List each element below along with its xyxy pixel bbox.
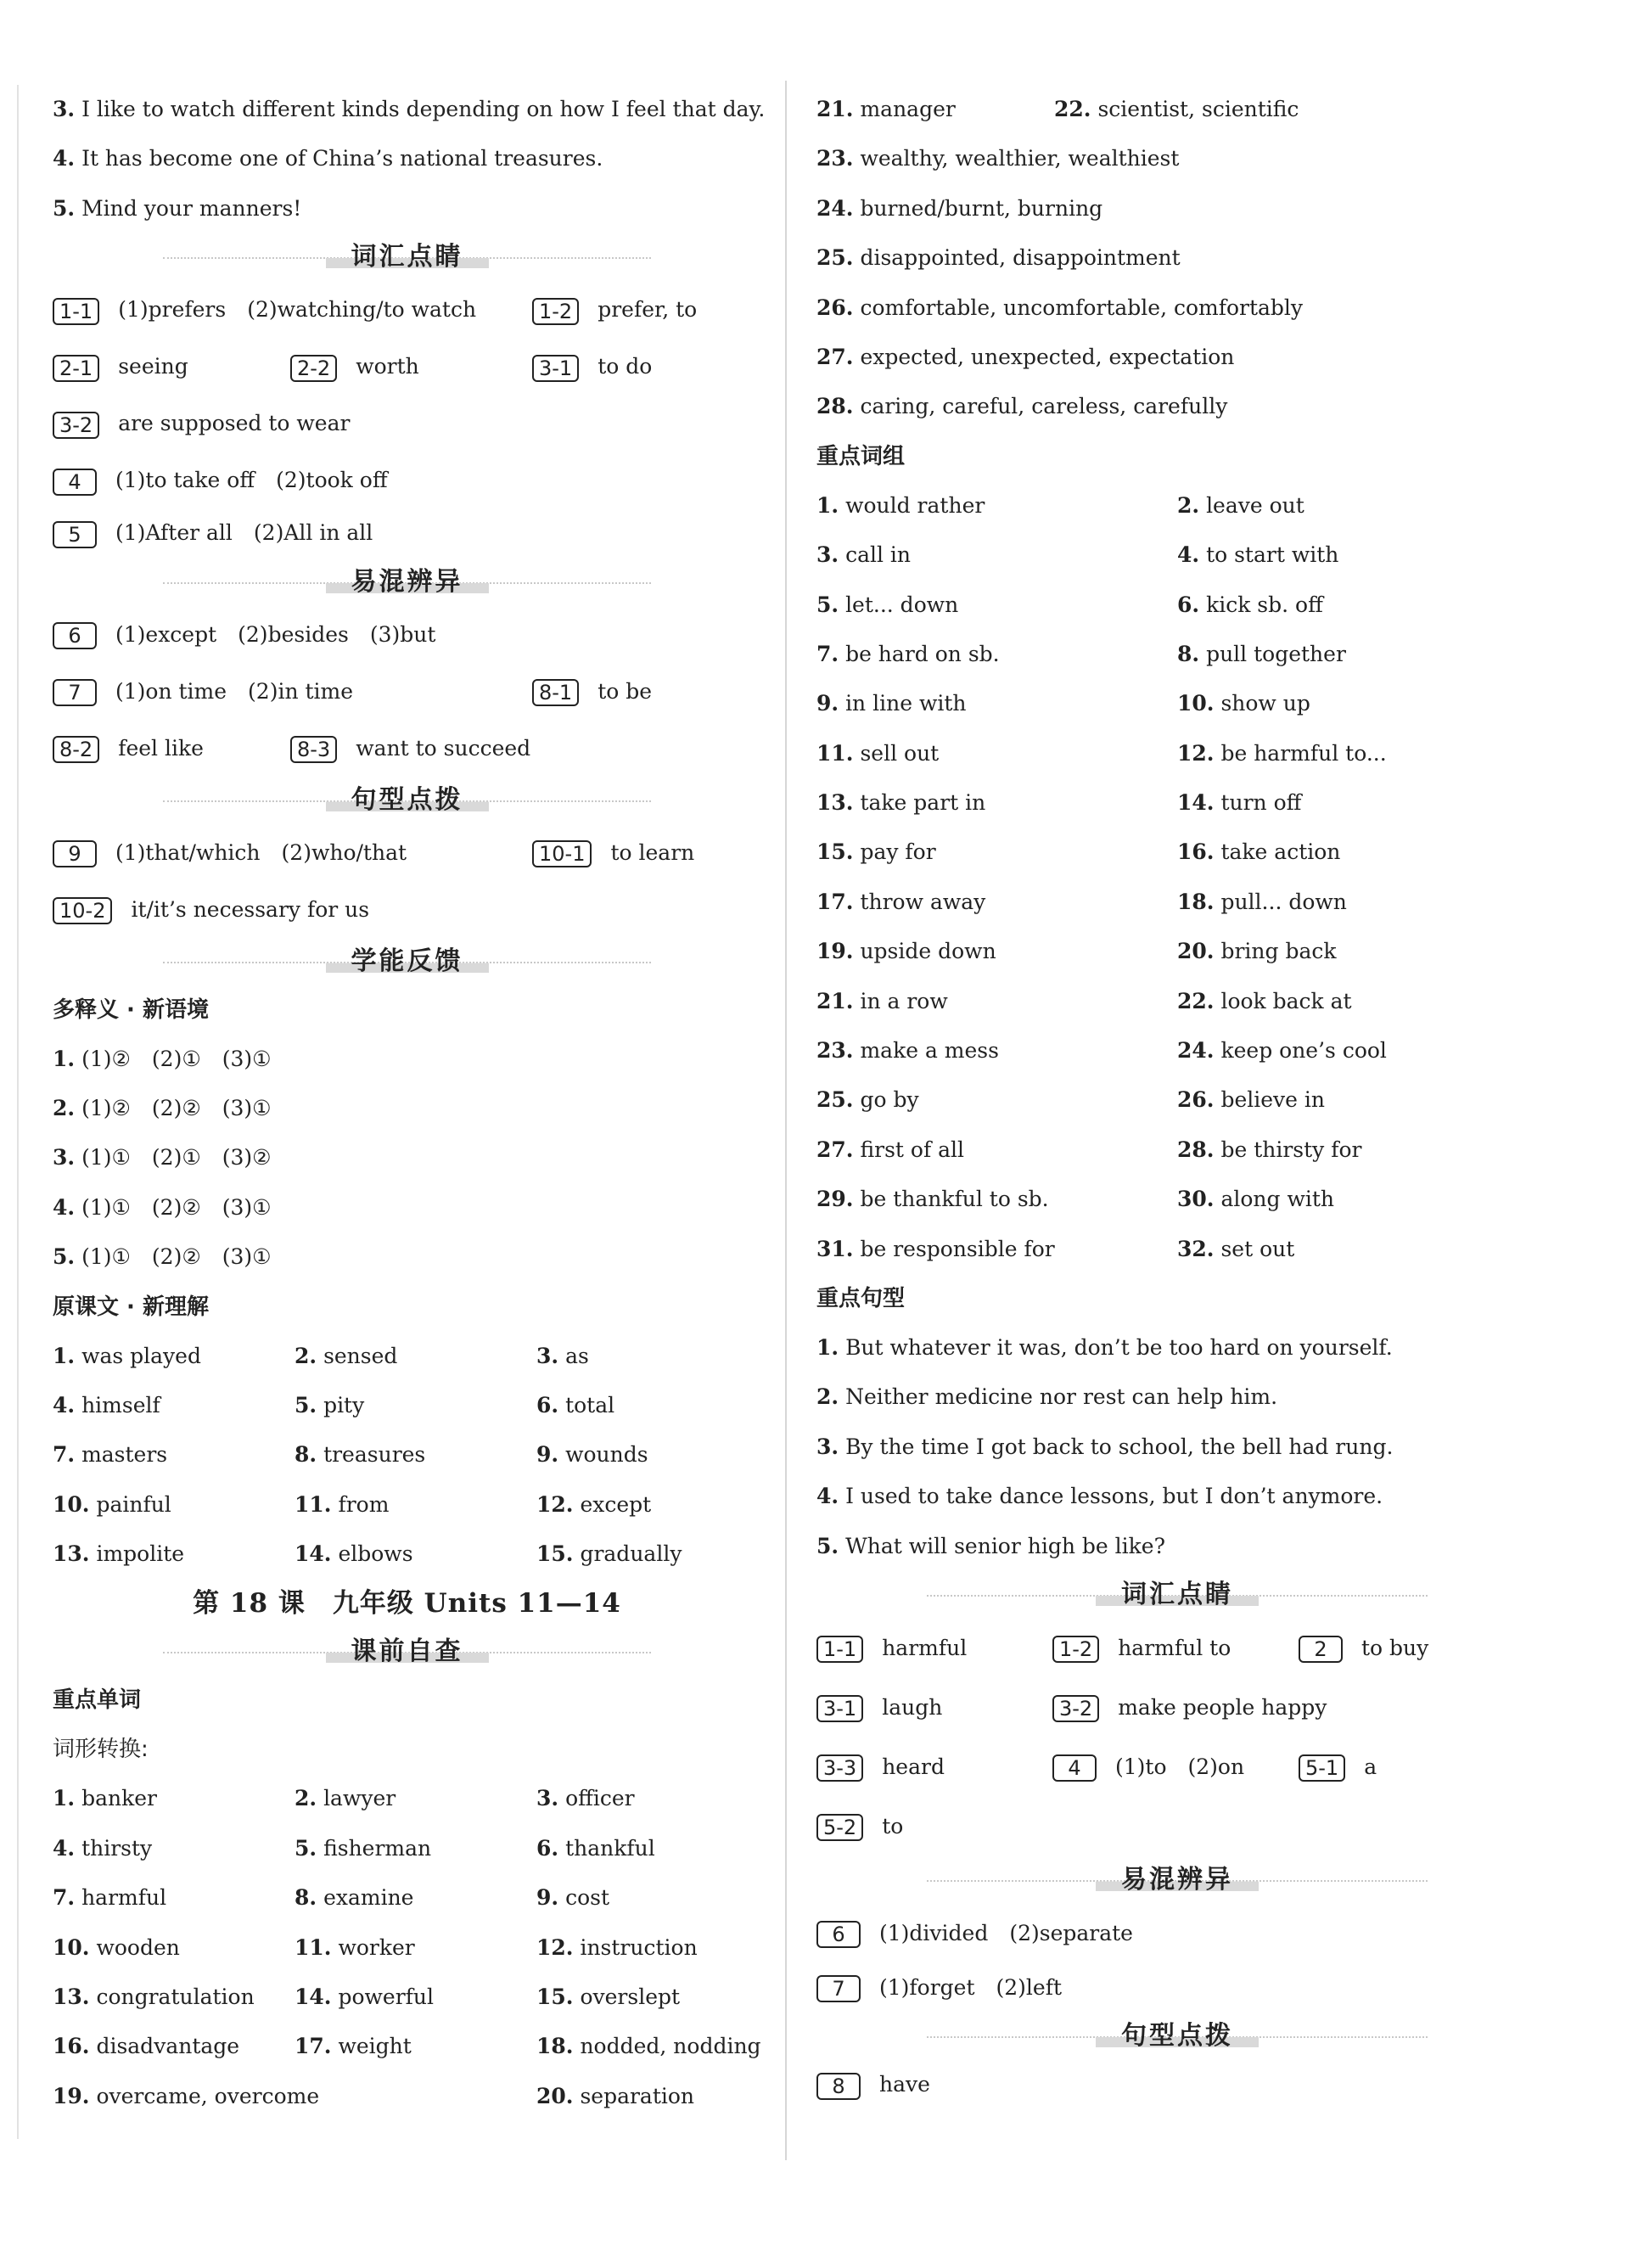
pattern-row-1: 9 (1)that/which (2)who/that 10-1 to learn	[53, 824, 761, 881]
vocab2-row-1: 1-1 harmful 1-2 harmful to 2 to buy	[816, 1619, 1538, 1678]
phrase-row-10: 19. upside down 20. bring back	[816, 939, 1337, 964]
confuse-row-2: 7 (1)on time (2)in time 8-1 to be	[53, 663, 761, 720]
phrase-row-16: 31. be responsible for 32. set out	[816, 1236, 1295, 1261]
vocab2-row-3: 3-3 heard 4 (1)to (2)on 5-1 a	[816, 1737, 1538, 1797]
phrase-row-12: 23. make a mess 24. keep one’s cool	[816, 1038, 1387, 1064]
column-divider	[785, 81, 787, 2160]
vocab-row-2: 2-1 seeing 2-2 worth 3-1 to do	[53, 338, 761, 395]
word-row-24: 24. burned/burnt, burning	[816, 195, 1103, 221]
right-column	[816, 85, 1538, 2110]
item-badge: 10-1	[532, 840, 592, 867]
confuse2-row-1: 6 (1)divided (2)separate	[816, 1904, 1538, 1963]
phrase-row-2: 3. call in 4. to start with	[816, 542, 1339, 568]
section-heading-confuse: 易混辨异	[53, 559, 761, 606]
word-row-26: 26. comfortable, uncomfortable, comfortably	[816, 295, 1304, 320]
text-row-2: 4. himself 5. pity 6. total	[53, 1392, 615, 1418]
vocab2-row-2: 3-1 laugh 3-2 make people happy	[816, 1678, 1538, 1737]
item-badge: 8	[816, 2073, 861, 2100]
phrase-row-13: 25. go by 26. believe in	[816, 1087, 1325, 1113]
text-row-5: 13. impolite 14. elbows 15. gradually	[53, 1541, 682, 1567]
section-heading-feedback: 学能反馈	[53, 938, 761, 985]
word-row-5: 13. congratulation 14. powerful 15. overslept	[53, 1984, 681, 2010]
text-row-4: 10. painful 11. from 12. except	[53, 1491, 652, 1517]
key-sentence-3: 3. By the time I got back to school, the bell had rung.	[816, 1434, 1394, 1459]
item-badge: 10-2	[53, 897, 112, 924]
item-badge: 7	[53, 679, 97, 706]
item-badge: 9	[53, 840, 97, 867]
key-sentence-4: 4. I used to take dance lessons, but I don’t anymore.	[816, 1484, 1383, 1509]
multi-row-4: 4. (1)① (2)② (3)①	[53, 1194, 272, 1220]
word-row-25: 25. disappointed, disappointment	[816, 245, 1181, 271]
key-phrases-title: 重点词组	[816, 443, 906, 469]
item-badge: 5-1	[1299, 1754, 1345, 1782]
key-sentence-2: 2. Neither medicine nor rest can help him.	[816, 1384, 1278, 1410]
item-badge: 6	[53, 622, 97, 649]
key-sentences-title: 重点句型	[816, 1285, 906, 1311]
section-heading-pattern: 句型点拨	[53, 777, 761, 824]
section-heading-pre-check: 课前自查	[53, 1628, 761, 1676]
word-row-23: 23. wealthy, wealthier, wealthiest	[816, 146, 1180, 171]
item-badge: 2-1	[53, 355, 99, 382]
item-badge: 8-1	[532, 679, 579, 706]
word-row-3: 7. harmful 8. examine 9. cost	[53, 1885, 609, 1911]
multi-meaning-title: 多释义 · 新语境	[53, 996, 209, 1023]
phrase-row-8: 15. pay for 16. take action	[816, 839, 1341, 865]
pattern-row-2: 10-2 it/it’s necessary for us	[53, 881, 761, 938]
vocab-row-1: 1-1 (1)prefers (2)watching/to watch 1-2 prefer, to	[53, 281, 761, 338]
pattern2-row-1: 8 have	[816, 2060, 1538, 2109]
phrase-row-11: 21. in a row 22. look back at	[816, 988, 1352, 1013]
key-sentence-1: 1. But whatever it was, don’t be too hard on yourself.	[816, 1334, 1393, 1360]
item-badge: 8-3	[290, 736, 337, 763]
key-sentence-5: 5. What will senior high be like?	[816, 1533, 1165, 1558]
item-badge: 3-2	[1052, 1695, 1099, 1722]
vocab2-row-4: 5-2 to	[816, 1797, 1538, 1856]
item-badge: 1-2	[1052, 1636, 1099, 1663]
item-badge: 2	[1299, 1636, 1343, 1663]
multi-row-5: 5. (1)① (2)② (3)①	[53, 1244, 272, 1270]
word-row-27: 27. expected, unexpected, expectation	[816, 344, 1235, 369]
phrase-row-1: 1. would rather 2. leave out	[816, 492, 1304, 518]
item-badge: 3-2	[53, 412, 99, 439]
multi-row-2: 2. (1)② (2)② (3)①	[53, 1095, 272, 1120]
text-understanding-title: 原课文 · 新理解	[53, 1294, 209, 1320]
confuse-row-1: 6 (1)except (2)besides (3)but	[53, 606, 761, 663]
left-margin-rule	[17, 85, 19, 2139]
left-column	[53, 85, 766, 2121]
sentence-4: 4. It has become one of China’s national treasures.	[53, 146, 603, 171]
word-row-2: 4. thirsty 5. fisherman 6. thankful	[53, 1835, 655, 1861]
phrase-row-7: 13. take part in 14. turn off	[816, 790, 1302, 816]
item-badge: 3-3	[816, 1754, 863, 1782]
multi-row-1: 1. (1)② (2)① (3)①	[53, 1046, 272, 1071]
section-heading-confuse-2: 易混辨异	[816, 1856, 1538, 1904]
word-row-7: 19. overcame, overcome 20. separation	[53, 2083, 695, 2108]
phrase-row-4: 7. be hard on sb. 8. pull together	[816, 641, 1346, 666]
multi-row-3: 3. (1)① (2)① (3)②	[53, 1145, 272, 1170]
item-badge: 3-1	[532, 355, 579, 382]
word-row-28: 28. caring, careful, careless, carefully	[816, 394, 1228, 419]
phrase-row-3: 5. let... down 6. kick sb. off	[816, 592, 1323, 617]
item-badge: 8-2	[53, 736, 99, 763]
item-badge: 7	[816, 1975, 861, 2002]
vocab-row-5: 5 (1)After all (2)All in all	[53, 508, 761, 558]
item-badge: 4	[53, 469, 97, 496]
item-badge: 4	[1052, 1754, 1097, 1782]
text-row-3: 7. masters 8. treasures 9. wounds	[53, 1442, 648, 1468]
lesson-title: 第 18 课 九年级 Units 11—14	[193, 1588, 621, 1620]
sentence-5: 5. Mind your manners!	[53, 195, 302, 221]
section-heading-vocab-2: 词汇点睛	[816, 1571, 1538, 1619]
item-badge: 1-1	[816, 1636, 863, 1663]
vocab-row-4: 4 (1)to take off (2)took off	[53, 452, 761, 508]
item-badge: 5-2	[816, 1814, 863, 1841]
confuse2-row-2: 7 (1)forget (2)left	[816, 1963, 1538, 2013]
phrase-row-14: 27. first of all 28. be thirsty for	[816, 1137, 1362, 1162]
item-badge: 5	[53, 521, 97, 548]
phrase-row-9: 17. throw away 18. pull... down	[816, 889, 1347, 914]
word-row-1: 1. banker 2. lawyer 3. officer	[53, 1786, 635, 1811]
word-row-6: 16. disadvantage 17. weight 18. nodded, nodding	[53, 2034, 761, 2059]
confuse-row-3: 8-2 feel like 8-3 want to succeed	[53, 720, 761, 777]
word-row-4: 10. wooden 11. worker 12. instruction	[53, 1934, 698, 1960]
sentence-3: 3. I like to watch different kinds depending on how I feel that day.	[53, 97, 766, 121]
phrase-row-6: 11. sell out 12. be harmful to...	[816, 740, 1387, 766]
text-row-1: 1. was played 2. sensed 3. as	[53, 1343, 589, 1368]
item-badge: 2-2	[290, 355, 337, 382]
item-badge: 1-1	[53, 298, 99, 325]
item-badge: 3-1	[816, 1695, 863, 1722]
vocab-row-3: 3-2 are supposed to wear	[53, 395, 761, 452]
item-badge: 1-2	[532, 298, 579, 325]
phrase-row-15: 29. be thankful to sb. 30. along with	[816, 1187, 1334, 1212]
section-heading-vocab: 词汇点睛	[53, 233, 761, 281]
key-words-title: 重点单词	[53, 1687, 142, 1714]
word-row-21: 21. manager 22. scientist, scientific	[816, 97, 1299, 121]
item-badge: 6	[816, 1921, 861, 1948]
phrase-row-5: 9. in line with 10. show up	[816, 691, 1310, 716]
section-heading-pattern-2: 句型点拨	[816, 2013, 1538, 2060]
word-form-subtitle: 词形转换:	[53, 1737, 149, 1763]
